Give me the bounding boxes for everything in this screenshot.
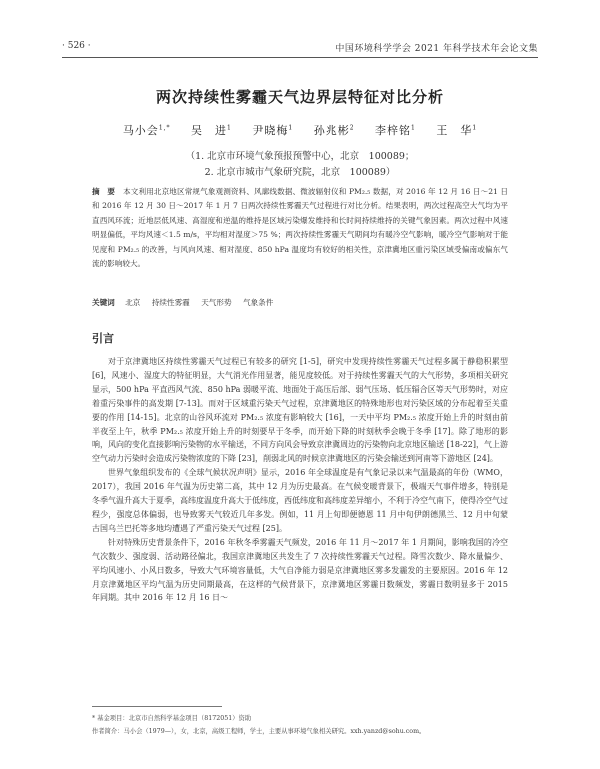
abstract <box>92 185 508 271</box>
section-heading: 引言 <box>92 332 114 345</box>
abstract-label: 摘 要 <box>92 187 116 196</box>
keyword: 持续性雾霾 <box>151 298 190 307</box>
abstract-text: 本文利用北京地区常规气象观测资料、风廓线数据、微波辐射仪和 PM₂.₅ 数据，对 2016 年 12 月 16 日～21 日和 2016 年 12 月 30 日～2017 年 1 月 7 日两次持续性雾霾天气过程进行对比分析。结果表明，两次过程高空大气均为平直西风环流；近地层低风速、高湿度和逆温的维持是区域污染爆发维持和长时间持续维持的关键气象因素。两次过程中风速明显偏低，平均风速＜1.5 m/s，平均相对湿度＞75 %；两次持续性雾霾天气期间均有暖冷空气影响，暖冷空气影响对于能见度和 PM₂.₅ 的改善，与风向风速、相对湿度、850 hPa 温度均有较好的相关性，京津冀地区重污染区域受偏南或偏东气流的影响较大。 <box>92 187 509 269</box>
footnote-funding: * 基金项目：北京市自然科学基金项目（8172051）资助 <box>92 715 252 722</box>
paragraph: 对于京津冀地区持续性雾霾天气过程已有较多的研究 [1-5]，研究中发现持续性雾霾天气过程多属于静稳积累型 [6]，风速小、湿度大的特征明显，大气消光作用显著，能见度较低。对于持续性雾霾天气的大气形势，多项相关研究显示，500 hPa 平直西风气流、850 hPa 弱暖平流、地面处于高压后部、弱气压场、低压辐合区等天气形势时，对应着重污染事件的高发期 [7-13]。而对于区域重污染天气过程，京津冀地区的特殊地形也对污染区域的分布起着至关重要的作用 [14-15]。北京的山谷风环流对 PM₂.₅ 浓度有影响较大 [16]，一天中平均 PM₂.₅ 浓度开始上升的时刻由前半夜至上午，秋季 PM₂.₅ 浓度开始上升的时刻要早于冬季，而开始下降的时刻秋季会晚于冬季 [17]。除了地形的影响，风向的变化直接影响污染物的水平输送，不同方向风会导致京津冀周边的污染物向北京地区输送 [18-22]，气上游空气动力污染时会造成污染物浓度的下降 [23]，削弱北风的时候京津冀地区的污染会输送到河南等下游地区 [24]。 <box>92 357 508 464</box>
author: 王 华$^1$ <box>436 124 478 137</box>
affiliation-2: 2. 北京市城市气象研究院，北京 100089） <box>204 167 396 178</box>
keyword: 天气形势 <box>201 298 232 307</box>
author: 马小会$^{1,*}$ <box>122 124 171 137</box>
paragraph: 针对特殊历史背景条件下，2016 年秋冬季雾霾天气频发，2016 年 11 月～2017 年 1 月期间，影响我国的冷空气次数少、强度弱、活动路径偏北，我国京津冀地区共发生了 7 次持续性雾霾天气过程。降雪次数少、降水量偏少、平均风速小、小风日数多，导致大气环境容量低，大气自净能力弱是京津冀地区雾多发霾发的主要原因。2016 年 12 月京津冀地区平均气温为历史同期最高，在这样的气候背景下，京津冀地区雾霾日数频发，雾霾日数明显多于 2015 年同期。其中 2016 年 12 月 16 日～ <box>92 537 508 603</box>
author: 吴 进$^1$ <box>191 124 232 137</box>
paragraph: 世界气象组织发布的《全球气候状况声明》显示，2016 年全球温度是有气象记录以来气温最高的年份（WMO，2017），我国 2016 年气温为历史第二高，其中 12 月为历史最高。在气候变暖背景下，极端天气事件增多，特别是冬季气温升高大于夏季，高纬度温度升高大于低纬度，西低纬度和高纬度差异缩小，不利于冷空气南下，使得冷空气过程少，强度总体偏弱，也导致雾天气较近几年多发。例如，11 月上旬即便德恩 11 月中旬伊朗德黑兰、12 月中旬蒙古国乌兰巴托等多地均遭遇了严重污染天气过程 [25]。 <box>92 468 508 533</box>
running-header <box>62 38 538 54</box>
keyword: 气象条件 <box>243 298 274 307</box>
affiliation-1: （1. 北京市环境气象预报预警中心，北京 100089； <box>185 151 415 162</box>
journal-title: 中国环境科学学会 2021 年科学技术年会论文集 <box>335 44 538 54</box>
body-text <box>92 355 508 605</box>
author: 尹晓梅$^1$ <box>252 124 294 137</box>
author: 孙兆彬$^2$ <box>313 124 355 137</box>
header-rule <box>62 57 538 58</box>
author: 李梓铭$^1$ <box>375 124 416 137</box>
keywords <box>92 297 508 308</box>
footnote-author-bio: 作者简介：马小会（1979—），女，北京，高级工程师，学士，主要从事环境气象相关研究。xxh.yanzd@sohu.com。 <box>92 728 426 735</box>
page-number: · 526 · <box>62 41 91 51</box>
paper-title: 两次持续性雾霾天气边界层特征对比分析 <box>155 88 444 106</box>
keyword: 北京 <box>125 298 141 307</box>
keywords-label: 关键词 <box>92 298 115 307</box>
author-list <box>62 122 538 138</box>
footnote-rule <box>92 706 222 707</box>
